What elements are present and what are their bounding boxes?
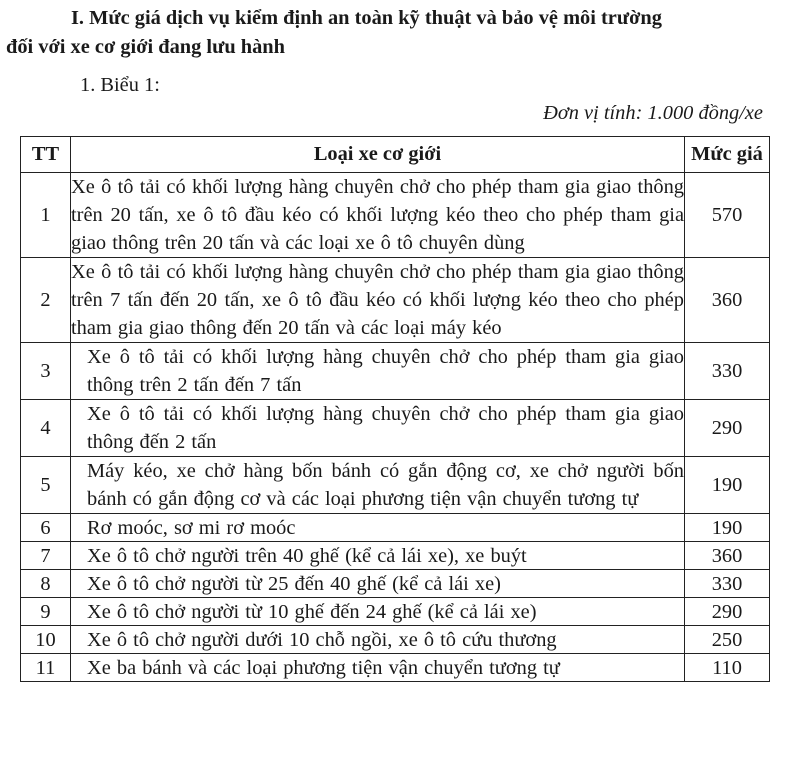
row-number: 4 — [21, 400, 71, 457]
table-row — [21, 514, 770, 542]
row-price: 290 — [685, 400, 770, 457]
header-price: Mức giá — [685, 137, 770, 173]
row-number: 9 — [21, 598, 71, 626]
row-vehicle-type: Rơ moóc, sơ mi rơ moóc — [71, 514, 685, 542]
row-price: 330 — [685, 343, 770, 400]
table-row — [21, 654, 770, 682]
row-number: 2 — [21, 258, 71, 343]
table-row — [21, 400, 770, 457]
row-price: 290 — [685, 598, 770, 626]
row-number: 7 — [21, 542, 71, 570]
row-vehicle-type: Xe ô tô chở người dưới 10 chỗ ngồi, xe ô tô cứu thương — [71, 626, 685, 654]
row-vehicle-type: Xe ô tô tải có khối lượng hàng chuyên chở cho phép tham gia giao thông đến 2 tấn — [71, 400, 685, 457]
row-number: 11 — [21, 654, 71, 682]
section-heading-line-1: I. Mức giá dịch vụ kiểm định an toàn kỹ thuật và bảo vệ môi trường — [71, 7, 662, 29]
table-row — [21, 570, 770, 598]
row-vehicle-type: Máy kéo, xe chở hàng bốn bánh có gắn động cơ, xe chở người bốn bánh có gắn động cơ và các loại phương tiện vận chuyển tương tự — [71, 457, 685, 514]
table-row — [21, 598, 770, 626]
row-price: 190 — [685, 457, 770, 514]
header-tt: TT — [21, 137, 71, 173]
unit-note: Đơn vị tính: 1.000 đồng/xe — [543, 102, 763, 124]
section-heading-line-2: đối với xe cơ giới đang lưu hành — [6, 36, 285, 58]
row-price: 570 — [685, 173, 770, 258]
row-price: 330 — [685, 570, 770, 598]
table-header-row — [21, 137, 770, 173]
row-number: 5 — [21, 457, 71, 514]
row-vehicle-type: Xe ô tô tải có khối lượng hàng chuyên chở cho phép tham gia giao thông trên 7 tấn đến 20 tấn, xe ô tô đầu kéo có khối lượng kéo theo cho phép tham gia giao thông đến 20 tấn và các loại máy kéo — [71, 258, 685, 343]
row-price: 360 — [685, 542, 770, 570]
row-vehicle-type: Xe ba bánh và các loại phương tiện vận chuyển tương tự — [71, 654, 685, 682]
row-vehicle-type: Xe ô tô tải có khối lượng hàng chuyên chở cho phép tham gia giao thông trên 2 tấn đến 7 tấn — [71, 343, 685, 400]
header-vehicle-type: Loại xe cơ giới — [71, 137, 685, 173]
table-row — [21, 626, 770, 654]
table-row — [21, 173, 770, 258]
row-number: 6 — [21, 514, 71, 542]
subheading: 1. Biểu 1: — [80, 74, 160, 96]
row-vehicle-type: Xe ô tô chở người trên 40 ghế (kể cả lái xe), xe buýt — [71, 542, 685, 570]
table-row — [21, 542, 770, 570]
row-vehicle-type: Xe ô tô chở người từ 10 ghế đến 24 ghế (kể cả lái xe) — [71, 598, 685, 626]
table-row — [21, 457, 770, 514]
price-table — [20, 136, 770, 682]
row-vehicle-type: Xe ô tô chở người từ 25 đến 40 ghế (kể cả lái xe) — [71, 570, 685, 598]
row-vehicle-type: Xe ô tô tải có khối lượng hàng chuyên chở cho phép tham gia giao thông trên 20 tấn, xe ô tô đầu kéo có khối lượng kéo theo cho phép tham gia giao thông trên 20 tấn và các loại xe ô tô chuyên dùng — [71, 173, 685, 258]
row-price: 190 — [685, 514, 770, 542]
row-price: 250 — [685, 626, 770, 654]
section-heading — [6, 4, 796, 62]
row-number: 10 — [21, 626, 71, 654]
table-row — [21, 343, 770, 400]
row-price: 110 — [685, 654, 770, 682]
row-price: 360 — [685, 258, 770, 343]
table-row — [21, 258, 770, 343]
row-number: 1 — [21, 173, 71, 258]
row-number: 8 — [21, 570, 71, 598]
row-number: 3 — [21, 343, 71, 400]
